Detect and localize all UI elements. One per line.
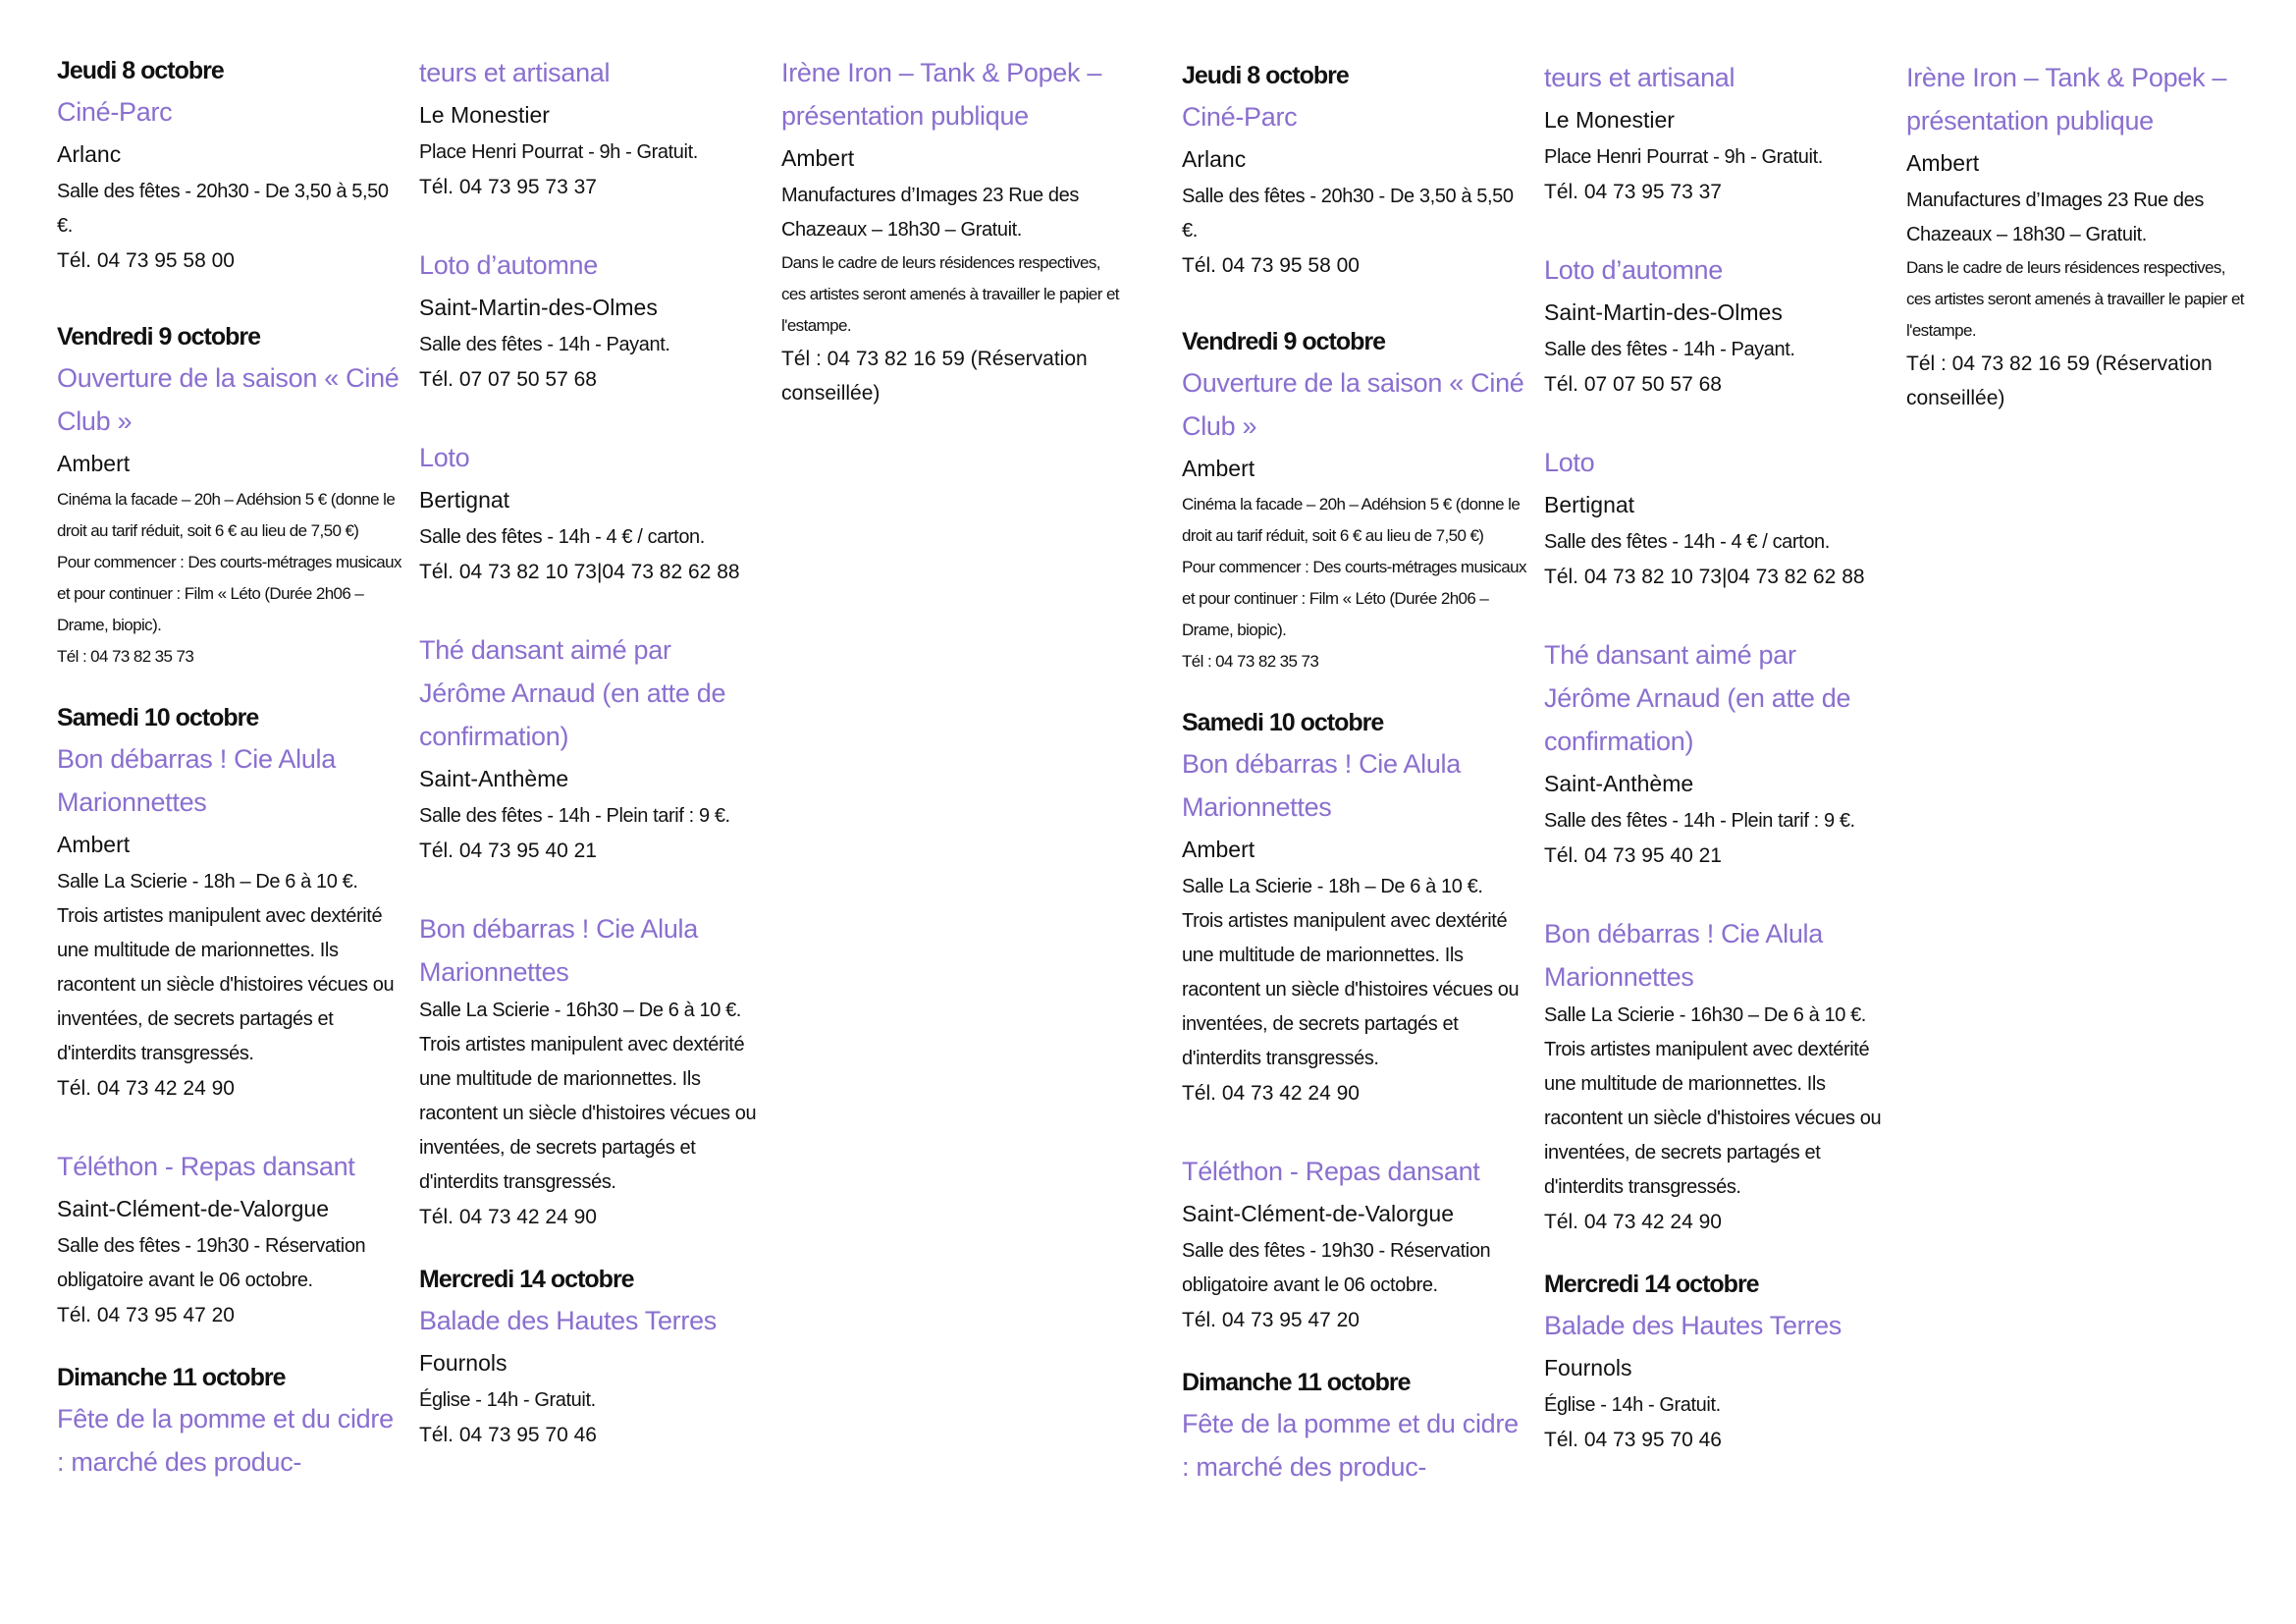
- event-title: Fête de la pomme et du cidre : marché des produc-: [1182, 1409, 1519, 1482]
- event-location: Saint-Anthème: [1544, 771, 1694, 796]
- event-title: Balade des Hautes Terres: [1544, 1311, 1842, 1340]
- day-heading: Dimanche 11 octobre: [57, 1364, 286, 1391]
- event-location: Le Monestier: [1544, 107, 1675, 133]
- event-phone: Tél. 04 73 95 73 37: [1544, 181, 1722, 203]
- event-location: Ambert: [1906, 150, 1980, 176]
- event-title: Téléthon - Repas dansant: [57, 1152, 355, 1181]
- event-details: Salle des fêtes - 14h - 4 € / carton.: [1544, 531, 1830, 553]
- event-details: Trois artistes manipulent avec dextérité une multitude de marionnettes. Ils racontent un siècle d'histoires vécues ou inventées, de secrets partagés et d'interdits transgressés.: [1544, 1039, 1882, 1198]
- event-phone: Tél. 04 73 95 70 46: [419, 1424, 597, 1446]
- event-details: Salle des fêtes - 20h30 - De 3,50 à 5,50 €.: [57, 181, 389, 237]
- event-phone: Tél. 04 73 95 47 20: [1182, 1309, 1360, 1331]
- event-title: Irène Iron – Tank & Popek – présentation publique: [781, 58, 1102, 131]
- event-title: Téléthon - Repas dansant: [1182, 1157, 1480, 1186]
- event-title: Irène Iron – Tank & Popek – présentation publique: [1906, 63, 2227, 135]
- spacer: [1182, 283, 1527, 322]
- event-details: Salle des fêtes - 19h30 - Réservation obligatoire avant le 06 octobre.: [1182, 1240, 1491, 1296]
- event-location: Saint-Clément-de-Valorgue: [1182, 1201, 1454, 1226]
- event-details: Salle des fêtes - 20h30 - De 3,50 à 5,50 €.: [1182, 186, 1514, 242]
- event-phone: Tél. 07 07 50 57 68: [1544, 373, 1722, 396]
- event-details: Place Henri Pourrat - 9h - Gratuit.: [1544, 146, 1823, 168]
- event-description: Dans le cadre de leurs résidences respectives, ces artistes seront amenés à travailler le papier et l'estampe.: [781, 253, 1119, 335]
- event-title: Ciné-Parc: [1182, 102, 1298, 132]
- event-location: Ambert: [1182, 837, 1255, 862]
- spacer: [57, 278, 402, 317]
- event-description: Pour commencer : Des courts-métrages musicaux et pour continuer : Film « Léto (Durée 2h06 – Drame, biopic).: [57, 553, 401, 634]
- event-details: Trois artistes manipulent avec dextérité une multitude de marionnettes. Ils racontent un siècle d'histoires vécues ou inventées, de secrets partagés et d'interdits transgressés.: [57, 905, 395, 1064]
- column-1: [1182, 56, 1527, 1489]
- event-location: Arlanc: [1182, 146, 1247, 172]
- column-2: [1544, 56, 1890, 1457]
- event-location: Ambert: [57, 451, 131, 476]
- event-details: Salle des fêtes - 14h - 4 € / carton.: [419, 526, 705, 548]
- event-phone: Tél : 04 73 82 16 59 (Réservation conseillée): [1906, 352, 2213, 409]
- event-location: Ambert: [1182, 456, 1255, 481]
- event-phone: Tél. 04 73 95 70 46: [1544, 1429, 1722, 1451]
- event-phone: Tél. 04 73 95 58 00: [1182, 254, 1360, 277]
- event-title: Loto: [419, 443, 470, 472]
- event-details: Salle La Scierie - 16h30 – De 6 à 10 €.: [1544, 1004, 1866, 1026]
- event-details: Place Henri Pourrat - 9h - Gratuit.: [419, 141, 698, 163]
- event-title: Fête de la pomme et du cidre : marché des produc-: [57, 1404, 394, 1477]
- day-heading: Jeudi 8 octobre: [57, 57, 224, 84]
- event-details: Trois artistes manipulent avec dextérité une multitude de marionnettes. Ils racontent un siècle d'histoires vécues ou inventées, de secrets partagés et d'interdits transgressés.: [1182, 910, 1520, 1069]
- day-heading: Mercredi 14 octobre: [1544, 1271, 1759, 1298]
- event-phone: Tél. 04 73 95 58 00: [57, 249, 235, 272]
- event-title: Bon débarras ! Cie Alula Marionnettes: [419, 914, 698, 987]
- spacer: [1544, 1239, 1890, 1265]
- spacer: [1544, 873, 1890, 912]
- event-phone: Tél. 04 73 42 24 90: [1182, 1082, 1360, 1105]
- event-phone: Tél : 04 73 82 16 59 (Réservation conseillée): [781, 348, 1088, 405]
- day-heading: Samedi 10 octobre: [57, 704, 259, 731]
- event-location: Saint-Martin-des-Olmes: [419, 295, 658, 320]
- event-description: Tél : 04 73 82 35 73: [1182, 652, 1319, 671]
- event-details: Salle La Scierie - 18h – De 6 à 10 €.: [1182, 876, 1483, 897]
- day-heading: Samedi 10 octobre: [1182, 709, 1384, 736]
- event-description: Tél : 04 73 82 35 73: [57, 647, 194, 666]
- event-details: Église - 14h - Gratuit.: [1544, 1394, 1721, 1416]
- day-heading: Vendredi 9 octobre: [1182, 328, 1386, 355]
- event-phone: Tél. 04 73 95 47 20: [57, 1304, 235, 1326]
- spacer: [57, 1106, 402, 1145]
- event-details: Salle des fêtes - 14h - Payant.: [1544, 339, 1795, 360]
- day-heading: Dimanche 11 octobre: [1182, 1369, 1411, 1396]
- event-description: Pour commencer : Des courts-métrages musicaux et pour continuer : Film « Léto (Durée 2h06 – Drame, biopic).: [1182, 558, 1526, 639]
- column-3: [781, 51, 1127, 410]
- column-3: [1906, 56, 2252, 415]
- event-title: Bon débarras ! Cie Alula Marionnettes: [57, 744, 336, 817]
- spacer: [419, 397, 765, 436]
- day-heading: Mercredi 14 octobre: [419, 1266, 634, 1293]
- event-location: Saint-Anthème: [419, 766, 569, 791]
- spacer: [419, 1234, 765, 1260]
- spacer: [1182, 1337, 1527, 1363]
- event-details: Salle des fêtes - 14h - Payant.: [419, 334, 670, 355]
- event-details: Manufactures d’Images 23 Rue des Chazeaux – 18h30 – Gratuit.: [781, 185, 1079, 241]
- spacer: [57, 1332, 402, 1358]
- event-phone: Tél. 04 73 42 24 90: [57, 1077, 235, 1100]
- event-title: Bon débarras ! Cie Alula Marionnettes: [1544, 919, 1823, 992]
- spacer: [419, 204, 765, 244]
- event-title: Balade des Hautes Terres: [419, 1306, 717, 1335]
- event-location: Bertignat: [1544, 492, 1635, 517]
- event-title: Thé dansant aimé par Jérôme Arnaud (en atte de confirmation): [1544, 640, 1851, 756]
- event-location: Fournols: [1544, 1355, 1632, 1380]
- event-phone: Tél. 04 73 95 40 21: [419, 839, 597, 862]
- event-details: Manufactures d’Images 23 Rue des Chazeaux – 18h30 – Gratuit.: [1906, 189, 2204, 245]
- event-title: teurs et artisanal: [419, 58, 611, 87]
- event-description: Cinéma la facade – 20h – Adéhsion 5 € (donne le droit au tarif réduit, soit 6 € au lieu de 7,50 €): [1182, 495, 1521, 545]
- event-title: Ouverture de la saison « Ciné Club »: [57, 363, 400, 436]
- event-location: Le Monestier: [419, 102, 550, 128]
- event-details: Salle des fêtes - 19h30 - Réservation obligatoire avant le 06 octobre.: [57, 1235, 366, 1291]
- event-title: Ciné-Parc: [57, 97, 173, 127]
- event-title: Loto d’automne: [1544, 255, 1723, 285]
- spacer: [419, 589, 765, 628]
- event-description: Dans le cadre de leurs résidences respectives, ces artistes seront amenés à travailler le papier et l'estampe.: [1906, 258, 2244, 340]
- event-details: Salle des fêtes - 14h - Plein tarif : 9 €.: [1544, 810, 1855, 832]
- page-left: [57, 51, 1166, 1602]
- event-phone: Tél. 04 73 82 10 73|04 73 82 62 88: [419, 561, 740, 583]
- event-details: Salle La Scierie - 18h – De 6 à 10 €.: [57, 871, 358, 893]
- spacer: [1544, 402, 1890, 441]
- spacer: [57, 673, 402, 698]
- event-phone: Tél. 04 73 42 24 90: [419, 1206, 597, 1228]
- event-title: Bon débarras ! Cie Alula Marionnettes: [1182, 749, 1461, 822]
- spacer: [1544, 594, 1890, 633]
- event-location: Fournols: [419, 1350, 507, 1376]
- event-details: Trois artistes manipulent avec dextérité une multitude de marionnettes. Ils racontent un siècle d'histoires vécues ou inventées, de secrets partagés et d'interdits transgressés.: [419, 1034, 757, 1193]
- event-title: Loto d’automne: [419, 250, 598, 280]
- spacer: [1182, 677, 1527, 703]
- event-phone: Tél. 04 73 82 10 73|04 73 82 62 88: [1544, 566, 1865, 588]
- event-phone: Tél. 07 07 50 57 68: [419, 368, 597, 391]
- spacer: [1544, 209, 1890, 248]
- event-details: Salle La Scierie - 16h30 – De 6 à 10 €.: [419, 1000, 741, 1021]
- event-title: teurs et artisanal: [1544, 63, 1735, 92]
- event-phone: Tél. 04 73 42 24 90: [1544, 1211, 1722, 1233]
- page-right: [1182, 56, 2291, 1607]
- event-title: Loto: [1544, 448, 1595, 477]
- event-location: Arlanc: [57, 141, 122, 167]
- event-title: Ouverture de la saison « Ciné Club »: [1182, 368, 1524, 441]
- event-location: Ambert: [781, 145, 855, 171]
- day-heading: Vendredi 9 octobre: [57, 323, 261, 351]
- column-2: [419, 51, 765, 1452]
- event-details: Salle des fêtes - 14h - Plein tarif : 9 €.: [419, 805, 730, 827]
- event-location: Saint-Martin-des-Olmes: [1544, 299, 1783, 325]
- event-description: Cinéma la facade – 20h – Adéhsion 5 € (donne le droit au tarif réduit, soit 6 € au lieu de 7,50 €): [57, 490, 396, 540]
- column-1: [57, 51, 402, 1484]
- event-location: Saint-Clément-de-Valorgue: [57, 1196, 329, 1221]
- event-phone: Tél. 04 73 95 73 37: [419, 176, 597, 198]
- event-location: Bertignat: [419, 487, 510, 513]
- event-location: Ambert: [57, 832, 131, 857]
- event-title: Thé dansant aimé par Jérôme Arnaud (en atte de confirmation): [419, 635, 726, 751]
- spacer: [1182, 1110, 1527, 1150]
- day-heading: Jeudi 8 octobre: [1182, 62, 1349, 89]
- event-phone: Tél. 04 73 95 40 21: [1544, 844, 1722, 867]
- spacer: [419, 868, 765, 907]
- event-details: Église - 14h - Gratuit.: [419, 1389, 596, 1411]
